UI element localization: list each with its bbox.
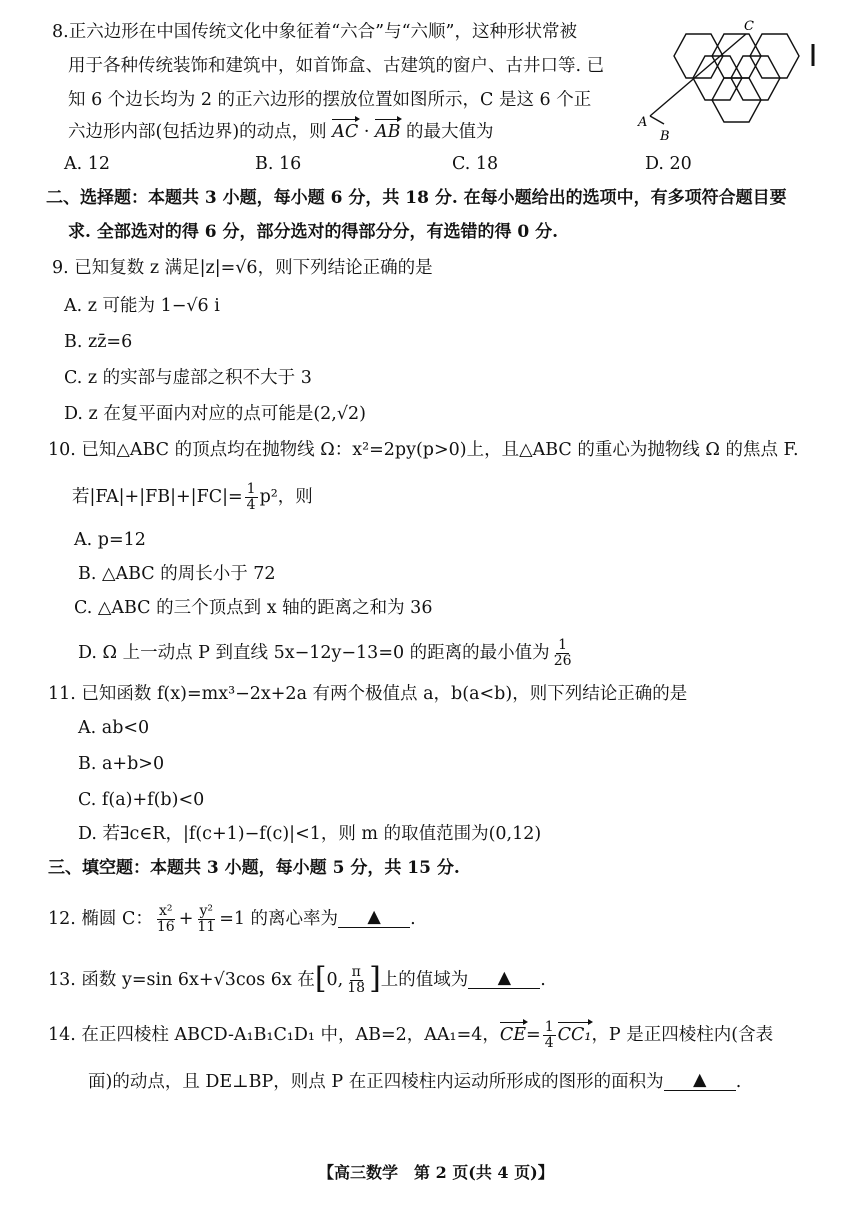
- q10-option-d-text: D. Ω 上一动点 P 到直线 5x−12y−13=0 的距离的最小值为: [78, 643, 550, 663]
- equals-sign: =: [526, 1025, 541, 1045]
- q12-end: .: [410, 909, 416, 929]
- q12-line: [48, 904, 416, 935]
- q10-line2-post: p²，则: [259, 487, 313, 507]
- q8-option-d: D. 20: [645, 154, 692, 174]
- vector-ac: AC: [332, 122, 359, 142]
- fraction-one-quarter: [543, 1020, 556, 1051]
- answer-blank-q12[interactable]: ▲: [338, 907, 410, 928]
- frac-num: 1: [544, 1019, 554, 1035]
- segment-ab: [650, 116, 664, 124]
- q8-line4-pre: 六边形内部(包括边界)的动点，则: [68, 122, 333, 142]
- q13-post: 上的值域为: [380, 970, 469, 990]
- q10-line2-pre: 若|FA|+|FB|+|FC|=: [72, 487, 243, 507]
- answer-blank-q13[interactable]: ▲: [468, 968, 540, 989]
- label-c: C: [744, 19, 754, 34]
- q8-line1: 8.正六边形在中国传统文化中象征着“六合”与“六顺”，这种形状常被: [52, 22, 577, 42]
- q11-option-a: A. ab<0: [78, 718, 150, 738]
- q9-option-a: A. z 可能为 1−√6 i: [64, 296, 220, 316]
- q11-option-d: D. 若∃c∈R，|f(c+1)−f(c)|<1，则 m 的取值范围为(0,12): [78, 824, 542, 844]
- segment-ac: [650, 34, 746, 116]
- q8-option-c: C. 18: [452, 154, 499, 174]
- frac-num: 1: [246, 481, 256, 497]
- frac-den: 4: [544, 1035, 554, 1051]
- q11-stem: 11. 已知函数 f(x)=mx³−2x+2a 有两个极值点 a，b(a<b)，则下列结论正确的是: [48, 684, 688, 704]
- label-b: B: [660, 129, 670, 142]
- q13-end: .: [540, 970, 546, 990]
- q10-option-d: [78, 638, 576, 669]
- vector-ab: AB: [374, 122, 401, 142]
- section2-line2: 求. 全部选对的得 6 分，部分选对的得部分分，有选错的得 0 分.: [68, 222, 559, 242]
- q14-end: .: [735, 1072, 742, 1092]
- frac-num: π: [351, 964, 361, 980]
- q10-line2: [72, 482, 313, 513]
- q8-line4: [68, 120, 494, 144]
- q12-post: =1 的离心率为: [219, 909, 339, 929]
- q13-line: [48, 961, 546, 996]
- fraction-pi-18: [345, 965, 367, 996]
- q9-stem: 9. 已知复数 z 满足|z|=√6，则下列结论正确的是: [52, 258, 433, 278]
- fraction-y2-11: [195, 904, 217, 935]
- frac-den: 4: [246, 497, 256, 513]
- q14-line1-post: ，P 是正四棱柱内(含表: [591, 1025, 774, 1045]
- section2-line1: 二、选择题：本题共 3 小题，每小题 6 分，共 18 分. 在每小题给出的选项中，有多项符合题目要: [46, 188, 787, 208]
- q8-line4-post: 的最大值为: [400, 122, 494, 142]
- frac-num: x²: [159, 903, 173, 919]
- plus-sign: +: [178, 909, 194, 929]
- frac-num: 1: [558, 637, 568, 653]
- section3-heading: 三、填空题：本题共 3 小题，每小题 5 分，共 15 分.: [48, 858, 460, 878]
- hexagon-figure: [636, 16, 816, 142]
- q14-line2-text: 面)的动点，且 DE⊥BP，则点 P 在正四棱柱内运动所形成的图形的面积为: [88, 1072, 664, 1092]
- frac-den: 26: [553, 653, 572, 669]
- q10-option-c: C. △ABC 的三个顶点到 x 轴的距离之和为 36: [74, 598, 433, 618]
- q10-option-b: B. △ABC 的周长小于 72: [78, 564, 276, 584]
- frac-den: 16: [156, 919, 175, 935]
- vector-ce: CE: [499, 1025, 527, 1045]
- dot-product: ·: [358, 122, 375, 142]
- q8-line2: 用于各种传统装饰和建筑中，如首饰盒、古建筑的窗户、古井口等. 已: [68, 56, 605, 76]
- fraction-one-quarter: [245, 482, 258, 513]
- q9-option-d: D. z 在复平面内对应的点可能是(2,√2): [64, 404, 366, 424]
- q12-pre: 12. 椭圆 C：: [48, 909, 153, 929]
- q11-option-b: B. a+b>0: [78, 754, 165, 774]
- q9-option-c: C. z 的实部与虚部之积不大于 3: [64, 368, 312, 388]
- right-bracket: ]: [369, 961, 381, 996]
- q8-option-a: A. 12: [64, 154, 111, 174]
- vector-cc1: CC₁: [557, 1025, 592, 1045]
- q13-pre: 13. 函数 y=sin 6x+√3cos 6x 在: [48, 970, 315, 990]
- q8-option-b: B. 16: [255, 154, 302, 174]
- frac-num: y²: [199, 903, 214, 919]
- frac-den: 18: [347, 980, 366, 996]
- q14-line1: [48, 1020, 773, 1051]
- left-bracket: [: [314, 961, 327, 996]
- q9-option-b: B. zz̄=6: [64, 332, 133, 352]
- q10-line1: 10. 已知△ABC 的顶点均在抛物线 Ω：x²=2py(p>0)上，且△ABC 的重心为抛物线 Ω 的焦点 F.: [48, 440, 799, 460]
- fraction-x2-16: [155, 904, 177, 935]
- q10-option-a: A. p=12: [74, 530, 146, 550]
- fraction-one-26: [552, 638, 574, 669]
- page-footer: 【高三数学 第 2 页(共 4 页)】: [318, 1163, 554, 1182]
- label-a: A: [638, 115, 648, 130]
- frac-den: 11: [197, 919, 216, 935]
- q14-line1-pre: 14. 在正四棱柱 ABCD-A₁B₁C₁D₁ 中，AB=2，AA₁=4，: [48, 1025, 500, 1045]
- interval-start: 0,: [326, 970, 344, 990]
- answer-blank-q14[interactable]: ▲: [664, 1070, 736, 1091]
- q14-line2: [88, 1070, 741, 1094]
- q8-line3: 知 6 个边长均为 2 的正六边形的摆放位置如图所示，C 是这 6 个正: [68, 90, 592, 110]
- q11-option-c: C. f(a)+f(b)<0: [78, 790, 205, 810]
